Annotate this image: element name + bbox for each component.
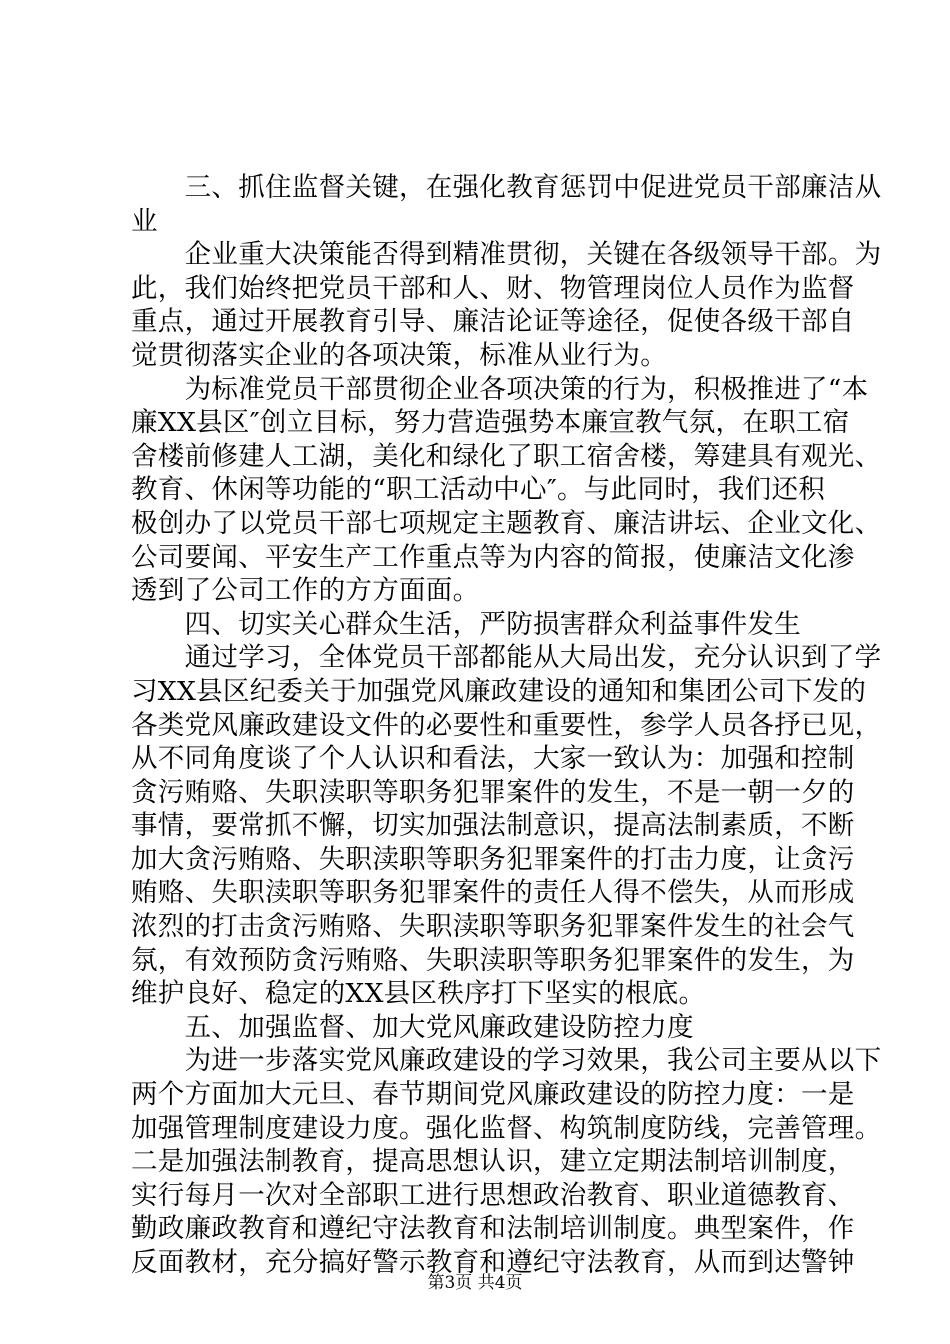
paragraph-line: 为标准党员干部贯彻企业各项决策的行为，积极推进了“本: [131, 373, 869, 405]
paragraph-line: 维护良好、稳定的XX县区秩序打下坚实的根底。: [131, 978, 706, 1010]
paragraph-line: 贿赂、失职渎职等职务犯罪案件的责任人得不偿失，从而形成: [131, 877, 855, 909]
heading-section-5: 五、加强监督、加大党风廉政建设防控力度: [131, 1011, 694, 1043]
paragraph-line: 透到了公司工作的方方面面。: [131, 575, 480, 607]
paragraph-line: 贪污贿赂、失职渎职等职务犯罪案件的发生，不是一朝一夕的: [131, 776, 855, 808]
document-body: [131, 171, 882, 1280]
paragraph-line: 觉贯彻落实企业的各项决策，标准从业行为。: [131, 339, 667, 371]
paragraph-line: 勤政廉政教育和遵纪守法教育和法制培训制度。典型案件，作: [131, 1213, 855, 1245]
paragraph-line: 从不同角度谈了个人认识和看法，大家一致认为：加强和控制: [131, 743, 855, 775]
paragraph-line: 实行每月一次对全部职工进行思想政治教育、职业道德教育、: [131, 1179, 855, 1211]
heading-section-3-continued: 业: [131, 205, 158, 237]
paragraph-line: 加大贪污贿赂、失职渎职等职务犯罪案件的打击力度，让贪污: [131, 843, 855, 875]
paragraph-line: 公司要闻、平安生产工作重点等为内容的简报，使廉洁文化渗: [131, 541, 855, 573]
paragraph-line: 教育、休闲等功能的“职工活动中心″。与此同时，我们还积: [131, 474, 826, 506]
page-footer: [0, 1272, 950, 1294]
paragraph-line: 企业重大决策能否得到精准贯彻，关键在各级领导干部。为: [131, 239, 882, 271]
paragraph-line: 通过学习，全体党员干部都能从大局出发，充分认识到了学: [131, 642, 882, 674]
heading-section-4: 四、切实关心群众生活，严防损害群众利益事件发生: [131, 608, 801, 640]
paragraph-line: 习XX县区纪委关于加强党风廉政建设的通知和集团公司下发的: [131, 675, 867, 707]
paragraph-line: 二是加强法制教育，提高思想认识，建立定期法制培训制度，: [131, 1146, 855, 1178]
paragraph-line: 氛，有效预防贪污贿赂、失职渎职等职务犯罪案件的发生，为: [131, 944, 855, 976]
paragraph-line: 两个方面加大元旦、春节期间党风廉政建设的防控力度：一是: [131, 1079, 855, 1111]
paragraph-line: 廉XX县区″创立目标，努力营造强势本廉宣教气氛，在职工宿: [131, 407, 850, 439]
page-number: 第3页 共4页: [427, 1273, 523, 1293]
paragraph-line: 此，我们始终把党员干部和人、财、物管理岗位人员作为监督: [131, 272, 855, 304]
paragraph-line: 重点，通过开展教育引导、廉洁论证等途径，促使各级干部自: [131, 306, 855, 338]
paragraph-line: 各类党风廉政建设文件的必要性和重要性，参学人员各抒已见，: [131, 709, 882, 741]
heading-section-3: 三、抓住监督关键，在强化教育惩罚中促进党员干部廉洁从: [131, 172, 882, 203]
paragraph-line: 极创办了以党员干部七项规定主题教育、廉洁讲坛、企业文化、: [131, 507, 882, 539]
paragraph-line: 舍楼前修建人工湖，美化和绿化了职工宿舍楼，筹建具有观光、: [131, 440, 882, 472]
paragraph-line: 加强管理制度建设力度。强化监督、构筑制度防线，完善管理。: [131, 1112, 882, 1144]
paragraph-line: 为进一步落实党风廉政建设的学习效果，我公司主要从以下: [131, 1045, 882, 1077]
paragraph-line: 事情，要常抓不懈，切实加强法制意识，提高法制素质，不断: [131, 810, 855, 842]
paragraph-line: 浓烈的打击贪污贿赂、失职渎职等职务犯罪案件发生的社会气: [131, 911, 855, 943]
paragraph-line: 反面教材，充分搞好警示教育和遵纪守法教育，从而到达警钟: [131, 1247, 855, 1278]
